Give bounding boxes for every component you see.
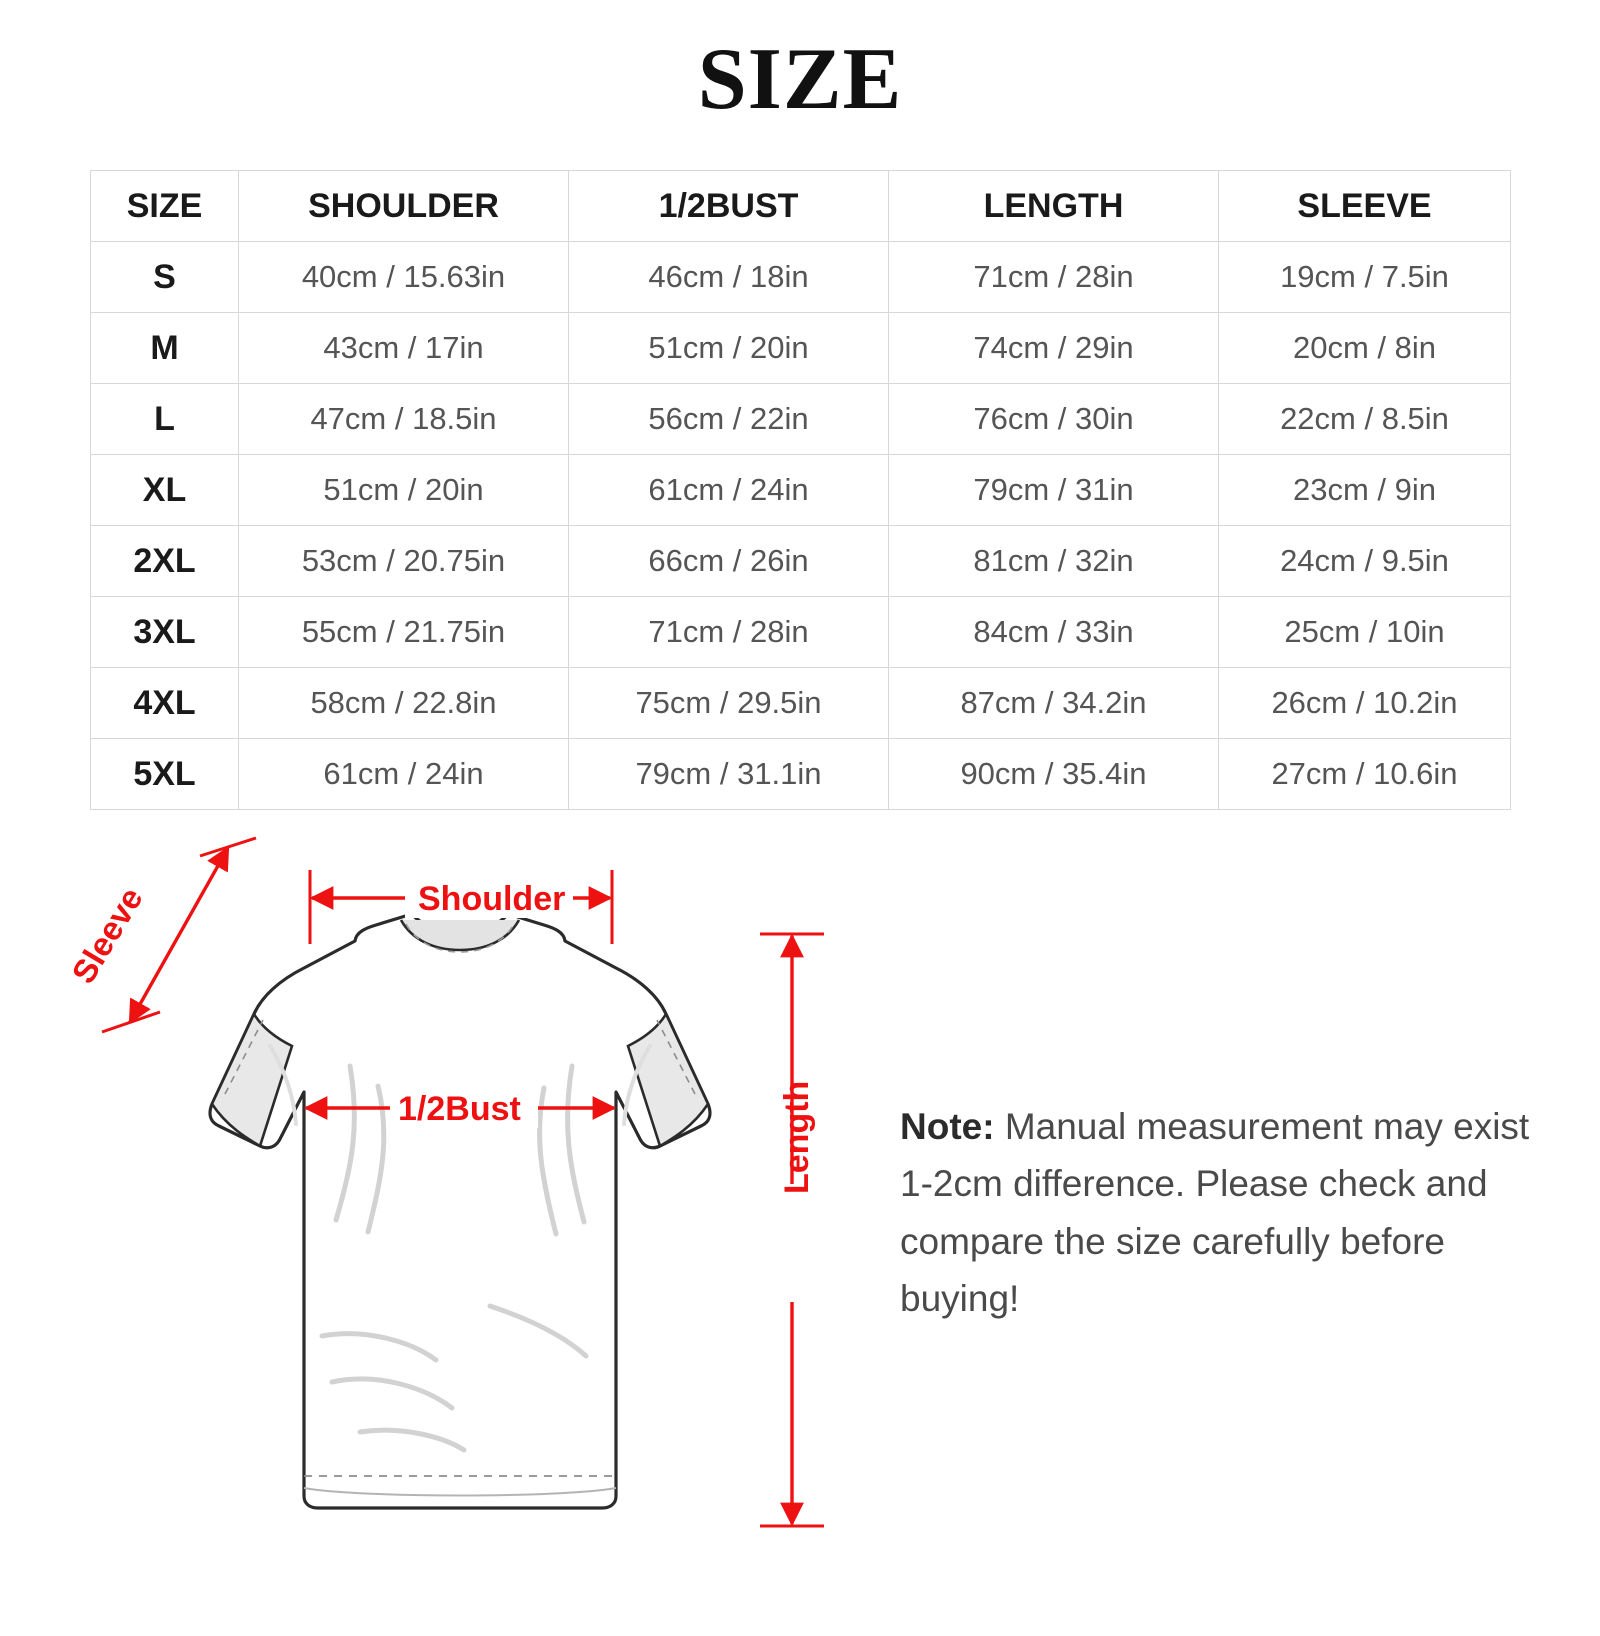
tshirt-measurement-diagram bbox=[60, 836, 860, 1576]
cell-bust: 51cm / 20in bbox=[569, 313, 889, 384]
cell-size: XL bbox=[91, 455, 239, 526]
column-header-bust: 1/2BUST bbox=[569, 171, 889, 242]
cell-sleeve: 24cm / 9.5in bbox=[1219, 526, 1511, 597]
column-header-shoulder: SHOULDER bbox=[239, 171, 569, 242]
sleeve-label: Sleeve bbox=[64, 880, 150, 990]
cell-size: L bbox=[91, 384, 239, 455]
shoulder-label: Shoulder bbox=[418, 880, 566, 918]
sleeve-measure-annotation bbox=[64, 838, 256, 1032]
cell-shoulder: 55cm / 21.75in bbox=[239, 597, 569, 668]
cell-length: 76cm / 30in bbox=[889, 384, 1219, 455]
table-row bbox=[91, 384, 1511, 455]
cell-size: S bbox=[91, 242, 239, 313]
table-row bbox=[91, 242, 1511, 313]
column-header-length: LENGTH bbox=[889, 171, 1219, 242]
cell-sleeve: 26cm / 10.2in bbox=[1219, 668, 1511, 739]
cell-sleeve: 22cm / 8.5in bbox=[1219, 384, 1511, 455]
cell-bust: 79cm / 31.1in bbox=[569, 739, 889, 810]
cell-sleeve: 25cm / 10in bbox=[1219, 597, 1511, 668]
table-row bbox=[91, 739, 1511, 810]
size-table bbox=[90, 170, 1511, 810]
table-row bbox=[91, 526, 1511, 597]
length-measure-annotation bbox=[752, 934, 834, 1526]
note-label: Note: bbox=[900, 1106, 995, 1147]
size-table-container bbox=[90, 170, 1510, 810]
table-row bbox=[91, 668, 1511, 739]
cell-length: 90cm / 35.4in bbox=[889, 739, 1219, 810]
cell-length: 79cm / 31in bbox=[889, 455, 1219, 526]
note-text-block bbox=[900, 1098, 1540, 1327]
cell-bust: 71cm / 28in bbox=[569, 597, 889, 668]
cell-sleeve: 19cm / 7.5in bbox=[1219, 242, 1511, 313]
column-header-size: SIZE bbox=[91, 171, 239, 242]
column-header-sleeve: SLEEVE bbox=[1219, 171, 1511, 242]
cell-sleeve: 20cm / 8in bbox=[1219, 313, 1511, 384]
cell-size: 5XL bbox=[91, 739, 239, 810]
cell-size: 3XL bbox=[91, 597, 239, 668]
tshirt-illustration bbox=[210, 914, 710, 1508]
cell-shoulder: 53cm / 20.75in bbox=[239, 526, 569, 597]
length-label: Length bbox=[778, 1080, 816, 1194]
cell-bust: 75cm / 29.5in bbox=[569, 668, 889, 739]
cell-bust: 66cm / 26in bbox=[569, 526, 889, 597]
cell-length: 81cm / 32in bbox=[889, 526, 1219, 597]
measurement-diagram-section bbox=[0, 836, 1600, 1576]
cell-shoulder: 58cm / 22.8in bbox=[239, 668, 569, 739]
cell-shoulder: 43cm / 17in bbox=[239, 313, 569, 384]
cell-bust: 61cm / 24in bbox=[569, 455, 889, 526]
cell-length: 84cm / 33in bbox=[889, 597, 1219, 668]
tshirt-outline bbox=[210, 914, 710, 1508]
page-title: SIZE bbox=[697, 31, 903, 128]
cell-length: 74cm / 29in bbox=[889, 313, 1219, 384]
length-label-bg bbox=[752, 1184, 834, 1302]
cell-length: 87cm / 34.2in bbox=[889, 668, 1219, 739]
cell-shoulder: 40cm / 15.63in bbox=[239, 242, 569, 313]
cell-sleeve: 27cm / 10.6in bbox=[1219, 739, 1511, 810]
cell-shoulder: 51cm / 20in bbox=[239, 455, 569, 526]
cell-sleeve: 23cm / 9in bbox=[1219, 455, 1511, 526]
cell-size: M bbox=[91, 313, 239, 384]
cell-length: 71cm / 28in bbox=[889, 242, 1219, 313]
cell-bust: 46cm / 18in bbox=[569, 242, 889, 313]
table-row bbox=[91, 313, 1511, 384]
cell-size: 2XL bbox=[91, 526, 239, 597]
table-row bbox=[91, 597, 1511, 668]
sleeve-tick-top bbox=[200, 838, 256, 856]
half-bust-label: 1/2Bust bbox=[398, 1090, 521, 1128]
note-body: Manual measurement may exist 1-2cm difference. Please check and compare the size carefully before buying! bbox=[900, 1106, 1530, 1320]
table-row bbox=[91, 455, 1511, 526]
cell-shoulder: 47cm / 18.5in bbox=[239, 384, 569, 455]
sleeve-arrow bbox=[130, 848, 228, 1022]
table-header-row bbox=[91, 171, 1511, 242]
cell-shoulder: 61cm / 24in bbox=[239, 739, 569, 810]
cell-size: 4XL bbox=[91, 668, 239, 739]
cell-bust: 56cm / 22in bbox=[569, 384, 889, 455]
